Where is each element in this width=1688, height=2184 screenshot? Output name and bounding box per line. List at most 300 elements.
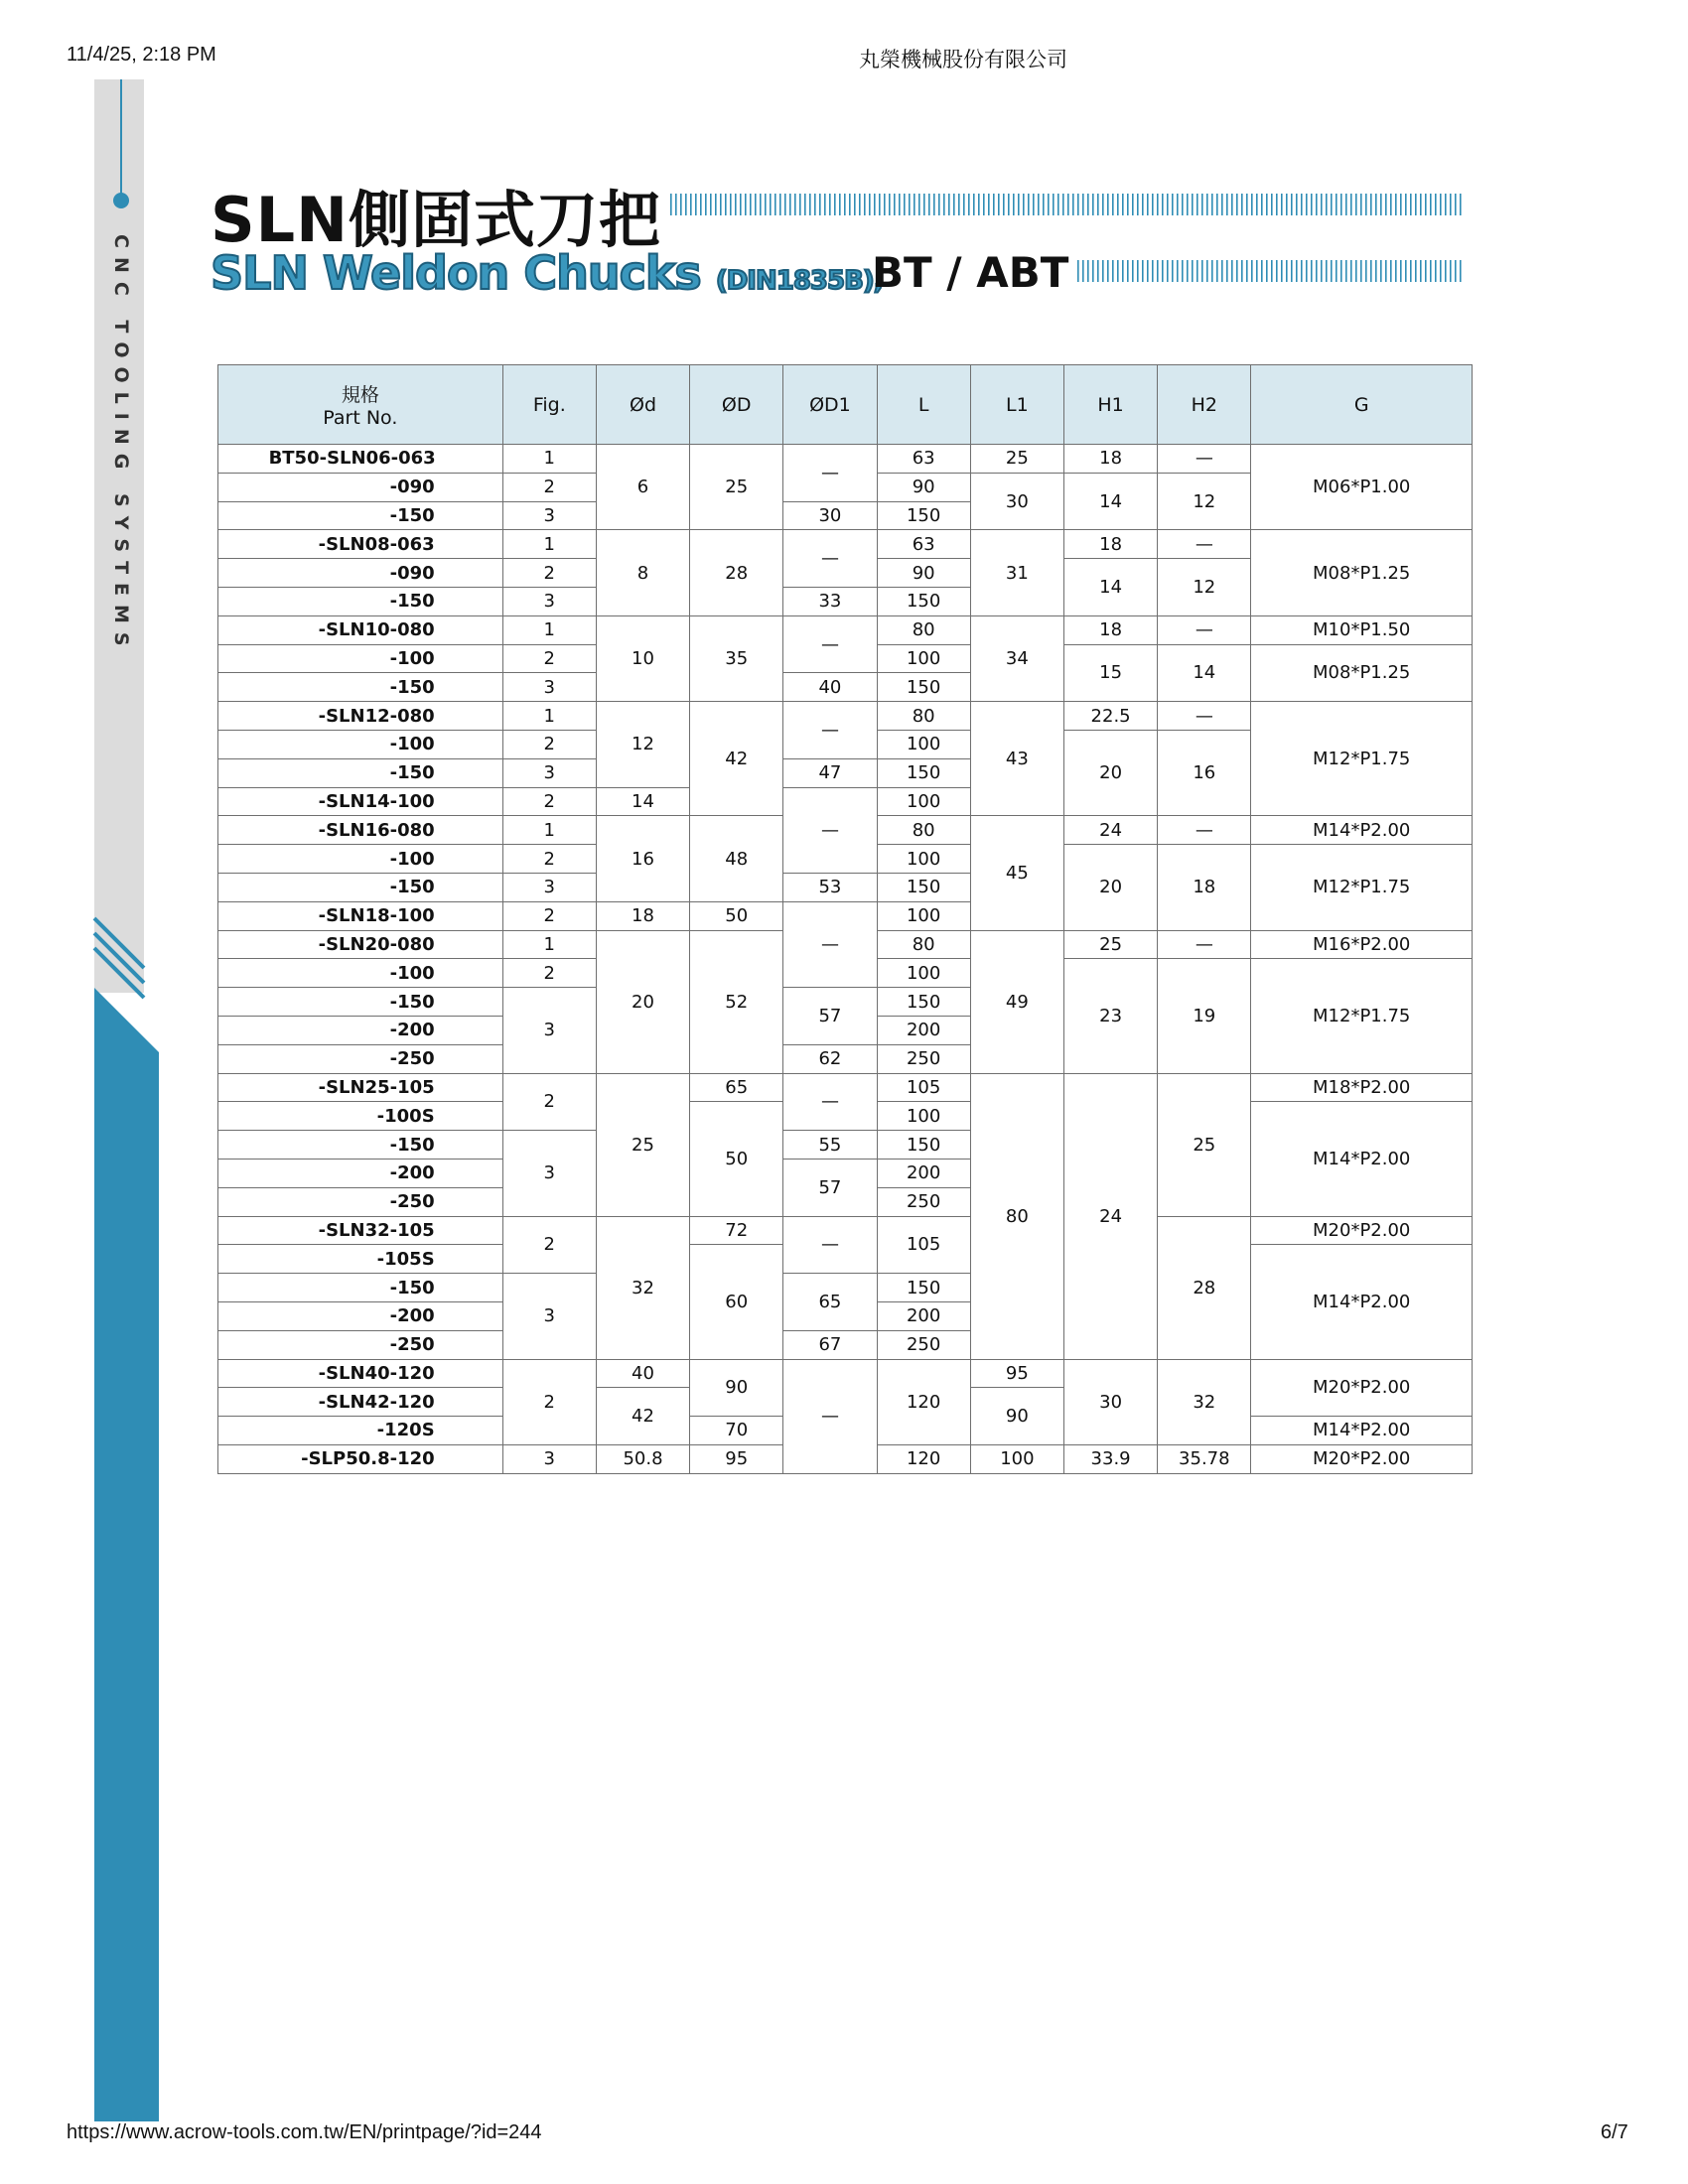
stripe [1097, 260, 1099, 282]
stripe [700, 194, 702, 215]
stripe [869, 194, 871, 215]
stripe [1102, 260, 1104, 282]
cell-L: 150 [877, 873, 970, 901]
stripe [1375, 194, 1377, 215]
print-url: https://www.acrow-tools.com.tw/EN/printpage/?id=244 [67, 2121, 542, 2143]
cell-H1: 24 [1063, 816, 1157, 845]
cell-part-no: -SLN14-100 [218, 787, 503, 816]
stripe [844, 194, 846, 215]
cell-L: 200 [877, 1301, 970, 1330]
cell-L: 105 [877, 1073, 970, 1102]
cell-H1: 18 [1063, 615, 1157, 644]
cell-D1: 33 [783, 587, 877, 615]
cell-L: 100 [877, 787, 970, 816]
col-d: Ød [596, 365, 689, 445]
cell-fig: 2 [502, 1073, 596, 1131]
cell-D1: 65 [783, 1274, 877, 1331]
stripe [705, 194, 707, 215]
cell-part-no: -SLN18-100 [218, 901, 503, 930]
stripe [1137, 194, 1139, 215]
cell-part-no: -150 [218, 1131, 503, 1160]
stripe [1405, 194, 1407, 215]
cell-fig: 3 [502, 1274, 596, 1359]
cell-G: M12*P1.75 [1251, 702, 1473, 816]
cell-G: M06*P1.00 [1251, 445, 1473, 530]
stripe [1107, 260, 1109, 282]
stripe [918, 194, 920, 215]
cell-fig: 1 [502, 930, 596, 959]
cell-part-no: -150 [218, 1274, 503, 1302]
stripe [1455, 194, 1457, 215]
stripe [1256, 194, 1258, 215]
cell-L1: 43 [970, 702, 1063, 816]
stripe [819, 194, 821, 215]
cell-H2: — [1158, 615, 1251, 644]
cell-part-no: -200 [218, 1016, 503, 1044]
stripe [1321, 260, 1323, 282]
cell-L1: 31 [970, 530, 1063, 615]
stripe [993, 194, 995, 215]
stripe [1226, 194, 1228, 215]
cell-D1: — [783, 1359, 877, 1473]
cell-part-no: -100 [218, 730, 503, 758]
cell-D: 25 [690, 445, 783, 530]
cell-part-no: -SLN20-080 [218, 930, 503, 959]
stripe [1291, 260, 1293, 282]
table-header-row [218, 365, 1473, 445]
stripe [1365, 260, 1367, 282]
cell-fig: 2 [502, 1216, 596, 1274]
stripe [1425, 194, 1427, 215]
stripe [859, 194, 861, 215]
stripe [1311, 194, 1313, 215]
stripe [1355, 260, 1357, 282]
stripe [1028, 194, 1030, 215]
col-part-no-zh: 規格 [341, 384, 379, 406]
stripe [1326, 260, 1328, 282]
cell-L1: 90 [970, 1388, 1063, 1445]
stripe [720, 194, 722, 215]
stripe [1380, 194, 1382, 215]
cell-H2: 32 [1158, 1359, 1251, 1444]
stripe [765, 194, 767, 215]
stripe [1425, 260, 1427, 282]
cell-L: 63 [877, 445, 970, 474]
stripe [1385, 194, 1387, 215]
stripe [1251, 260, 1253, 282]
cell-D: 70 [690, 1417, 783, 1445]
cell-part-no: -SLN40-120 [218, 1359, 503, 1388]
stripe [1077, 194, 1079, 215]
stripe [1415, 260, 1417, 282]
cell-G: M14*P2.00 [1251, 1245, 1473, 1359]
cell-part-no: -150 [218, 988, 503, 1017]
stripe [1440, 260, 1442, 282]
cell-H1: 20 [1063, 845, 1157, 930]
stripe [973, 194, 975, 215]
cell-D1: — [783, 787, 877, 873]
stripe [1316, 260, 1318, 282]
cell-D: 48 [690, 816, 783, 901]
stripe [675, 194, 677, 215]
cell-d: 18 [596, 901, 689, 930]
stripe [909, 194, 911, 215]
stripe [1043, 194, 1045, 215]
table-row [218, 1073, 1473, 1102]
stripe [1261, 260, 1263, 282]
cell-G: M16*P2.00 [1251, 930, 1473, 959]
cell-L: 250 [877, 1330, 970, 1359]
stripe [1201, 194, 1203, 215]
cell-D1: 30 [783, 501, 877, 530]
stripe [1390, 194, 1392, 215]
cell-fig: 2 [502, 1359, 596, 1444]
cell-G: M20*P2.00 [1251, 1359, 1473, 1417]
cell-L1: 45 [970, 816, 1063, 930]
stripe [1276, 194, 1278, 215]
stripe [1192, 194, 1194, 215]
stripe [1360, 194, 1362, 215]
stripe [1067, 194, 1069, 215]
cell-fig: 3 [502, 587, 596, 615]
stripe [809, 194, 811, 215]
cell-part-no: -250 [218, 1044, 503, 1073]
stripe [1023, 194, 1025, 215]
cell-part-no: BT50-SLN06-063 [218, 445, 503, 474]
stripe [1216, 194, 1218, 215]
cell-D: 60 [690, 1245, 783, 1359]
stripe [1306, 260, 1308, 282]
cell-D1: — [783, 530, 877, 588]
stripe [923, 194, 925, 215]
cell-D1: 55 [783, 1131, 877, 1160]
stripe [1326, 194, 1328, 215]
stripe [1241, 260, 1243, 282]
cell-H2: 12 [1158, 559, 1251, 616]
stripe [1261, 194, 1263, 215]
stripe [1370, 194, 1372, 215]
col-D: ØD [690, 365, 783, 445]
stripe [1211, 194, 1213, 215]
stripe [1236, 194, 1238, 215]
cell-fig: 1 [502, 702, 596, 731]
stripe [1097, 194, 1099, 215]
cell-fig: 3 [502, 1131, 596, 1216]
stripe [1236, 260, 1238, 282]
stripe [1147, 260, 1149, 282]
stripe-row-bottom [1077, 260, 1462, 282]
cell-part-no: -SLN42-120 [218, 1388, 503, 1417]
cell-G: M14*P2.00 [1251, 1102, 1473, 1216]
stripe [1182, 260, 1184, 282]
stripe [1196, 194, 1198, 215]
col-H1: H1 [1063, 365, 1157, 445]
stripe [1182, 194, 1184, 215]
cell-H1: 18 [1063, 445, 1157, 474]
stripe [1286, 194, 1288, 215]
cell-H2: 19 [1158, 959, 1251, 1073]
cell-part-no: -150 [218, 758, 503, 787]
stripe [1038, 194, 1040, 215]
stripe [1072, 194, 1074, 215]
stripe [1241, 194, 1243, 215]
stripe [735, 194, 737, 215]
stripe [804, 194, 806, 215]
stripe [670, 194, 672, 215]
cell-L: 100 [877, 845, 970, 874]
cell-d: 20 [596, 930, 689, 1073]
stripe [874, 194, 876, 215]
stripe [1231, 194, 1233, 215]
stripe [1450, 194, 1452, 215]
cell-part-no: -150 [218, 587, 503, 615]
cell-D1: 67 [783, 1330, 877, 1359]
stripe [1350, 194, 1352, 215]
stripe [770, 194, 772, 215]
cell-part-no: -200 [218, 1301, 503, 1330]
stripe [1400, 194, 1402, 215]
cell-H1: 14 [1063, 473, 1157, 530]
stripe [1355, 194, 1357, 215]
stripe [1435, 194, 1437, 215]
stripe [745, 194, 747, 215]
cell-D1: 47 [783, 758, 877, 787]
stripe [849, 194, 851, 215]
stripe [1226, 260, 1228, 282]
stripe [1311, 260, 1313, 282]
stripe [1092, 260, 1094, 282]
cell-D1: — [783, 445, 877, 502]
cell-L: 63 [877, 530, 970, 559]
stripe [1087, 194, 1089, 215]
cell-L: 80 [877, 930, 970, 959]
print-page-number: 6/7 [1601, 2121, 1628, 2143]
stripe [1092, 194, 1094, 215]
cell-part-no: -250 [218, 1187, 503, 1216]
title-en-main: SLN Weldon Chucks [211, 246, 701, 300]
stripe [1460, 194, 1462, 215]
stripe [1445, 260, 1447, 282]
stripe [1192, 260, 1194, 282]
table-row [218, 530, 1473, 559]
cell-d: 32 [596, 1216, 689, 1359]
cell-H2: 12 [1158, 473, 1251, 530]
stripe [1271, 194, 1273, 215]
stripe [1211, 260, 1213, 282]
stripe [1112, 260, 1114, 282]
cell-L: 105 [877, 1216, 970, 1274]
stripe [1122, 194, 1124, 215]
stripe [1008, 194, 1010, 215]
cell-D: 35 [690, 615, 783, 701]
stripe [755, 194, 757, 215]
cell-fig: 1 [502, 816, 596, 845]
cell-G: M18*P2.00 [1251, 1073, 1473, 1102]
stripe [1405, 260, 1407, 282]
stripe [1077, 260, 1079, 282]
stripe [1082, 260, 1084, 282]
cell-H1: 15 [1063, 644, 1157, 702]
cell-G: M20*P2.00 [1251, 1444, 1473, 1473]
stripe [1420, 194, 1422, 215]
cell-d: 42 [596, 1388, 689, 1445]
stripe [715, 194, 717, 215]
stripe [1296, 260, 1298, 282]
stripe [1291, 194, 1293, 215]
print-datetime: 11/4/25, 2:18 PM [67, 44, 216, 66]
cell-L: 150 [877, 501, 970, 530]
table-row [218, 702, 1473, 731]
cell-D1: 62 [783, 1044, 877, 1073]
stripe [1033, 194, 1035, 215]
cell-G: M10*P1.50 [1251, 615, 1473, 644]
cell-L: 150 [877, 1131, 970, 1160]
cell-fig: 3 [502, 501, 596, 530]
stripe [1062, 194, 1064, 215]
stripe [1216, 260, 1218, 282]
cell-H2: — [1158, 530, 1251, 559]
cell-H2: 35.78 [1158, 1444, 1251, 1473]
stripe [1152, 194, 1154, 215]
cell-L: 150 [877, 988, 970, 1017]
col-D1: ØD1 [783, 365, 877, 445]
stripe [1127, 194, 1129, 215]
stripe [829, 194, 831, 215]
stripe [1013, 194, 1015, 215]
cell-D1: 53 [783, 873, 877, 901]
stripe [1380, 260, 1382, 282]
stripe [894, 194, 896, 215]
cell-L: 80 [877, 702, 970, 731]
stripe [1152, 260, 1154, 282]
cell-D: 72 [690, 1216, 783, 1245]
stripe [1048, 194, 1050, 215]
stripe [1127, 260, 1129, 282]
cell-part-no: -SLN16-080 [218, 816, 503, 845]
cell-D: 50 [690, 1102, 783, 1216]
stripe [983, 194, 985, 215]
stripe [834, 194, 836, 215]
stripe [1206, 260, 1208, 282]
cell-part-no: -200 [218, 1159, 503, 1187]
stripe [914, 194, 915, 215]
cell-L1: 95 [970, 1359, 1063, 1388]
stripe [799, 194, 801, 215]
stripe [1251, 194, 1253, 215]
stripe [1112, 194, 1114, 215]
cell-d: 14 [596, 787, 689, 816]
cell-H1: 24 [1063, 1073, 1157, 1359]
cell-fig: 2 [502, 901, 596, 930]
col-H2: H2 [1158, 365, 1251, 445]
stripe [948, 194, 950, 215]
cell-H2: — [1158, 702, 1251, 731]
cell-D: 65 [690, 1073, 783, 1102]
stripe [1177, 260, 1179, 282]
stripe [928, 194, 930, 215]
stripe [968, 194, 970, 215]
cell-D: 42 [690, 702, 783, 816]
stripe [1340, 260, 1342, 282]
cell-L1: 100 [970, 1444, 1063, 1473]
stripe [1196, 260, 1198, 282]
stripe [1400, 260, 1402, 282]
cell-part-no: -SLP50.8-120 [218, 1444, 503, 1473]
cell-L1: 80 [970, 1073, 1063, 1359]
cell-L1: 34 [970, 615, 1063, 701]
cell-D: 90 [690, 1359, 783, 1417]
cell-H2: — [1158, 445, 1251, 474]
stripe [884, 194, 886, 215]
cell-part-no: -100 [218, 644, 503, 673]
stripe [760, 194, 762, 215]
cell-D1: — [783, 1216, 877, 1274]
stripe [1137, 260, 1139, 282]
stripe [904, 194, 906, 215]
cell-L: 100 [877, 1102, 970, 1131]
col-L: L [877, 365, 970, 445]
stripe [1301, 260, 1303, 282]
stripe [1003, 194, 1005, 215]
cell-fig: 2 [502, 845, 596, 874]
stripe [879, 194, 881, 215]
print-page-title: 丸榮機械股份有限公司 [859, 48, 1067, 71]
stripe [1221, 194, 1223, 215]
stripe [1345, 194, 1347, 215]
spec-table [217, 364, 1473, 1474]
cell-part-no: -SLN10-080 [218, 615, 503, 644]
stripe [1087, 260, 1089, 282]
stripe [1167, 260, 1169, 282]
cell-L: 150 [877, 673, 970, 702]
cell-fig: 3 [502, 988, 596, 1073]
sidebar-graphic [0, 0, 169, 2184]
stripe [1385, 260, 1387, 282]
stripe [1271, 260, 1273, 282]
stripe [824, 194, 826, 215]
stripe [1167, 194, 1169, 215]
stripe [730, 194, 732, 215]
cell-fig: 3 [502, 673, 596, 702]
cell-part-no: -100S [218, 1102, 503, 1131]
col-G: G [1251, 365, 1473, 445]
cell-fig: 2 [502, 959, 596, 988]
stripe [1281, 260, 1283, 282]
cell-d: 12 [596, 702, 689, 787]
cell-fig: 2 [502, 787, 596, 816]
stripe [1331, 260, 1333, 282]
cell-L: 250 [877, 1187, 970, 1216]
stripe [695, 194, 697, 215]
cell-D: 95 [690, 1444, 783, 1473]
stripe [1395, 194, 1397, 215]
stripe [1132, 194, 1134, 215]
stripe [1117, 194, 1119, 215]
table-row [218, 445, 1473, 474]
cell-L1: 49 [970, 930, 1063, 1073]
cell-L: 150 [877, 1274, 970, 1302]
stripe [1172, 194, 1174, 215]
cell-L1: 25 [970, 445, 1063, 474]
stripe [1350, 260, 1352, 282]
stripe [710, 194, 712, 215]
cell-G: M14*P2.00 [1251, 816, 1473, 845]
stripe [1345, 260, 1347, 282]
stripe [1410, 260, 1412, 282]
stripe [1455, 260, 1457, 282]
stripe [1445, 194, 1447, 215]
cell-H2: 16 [1158, 730, 1251, 815]
